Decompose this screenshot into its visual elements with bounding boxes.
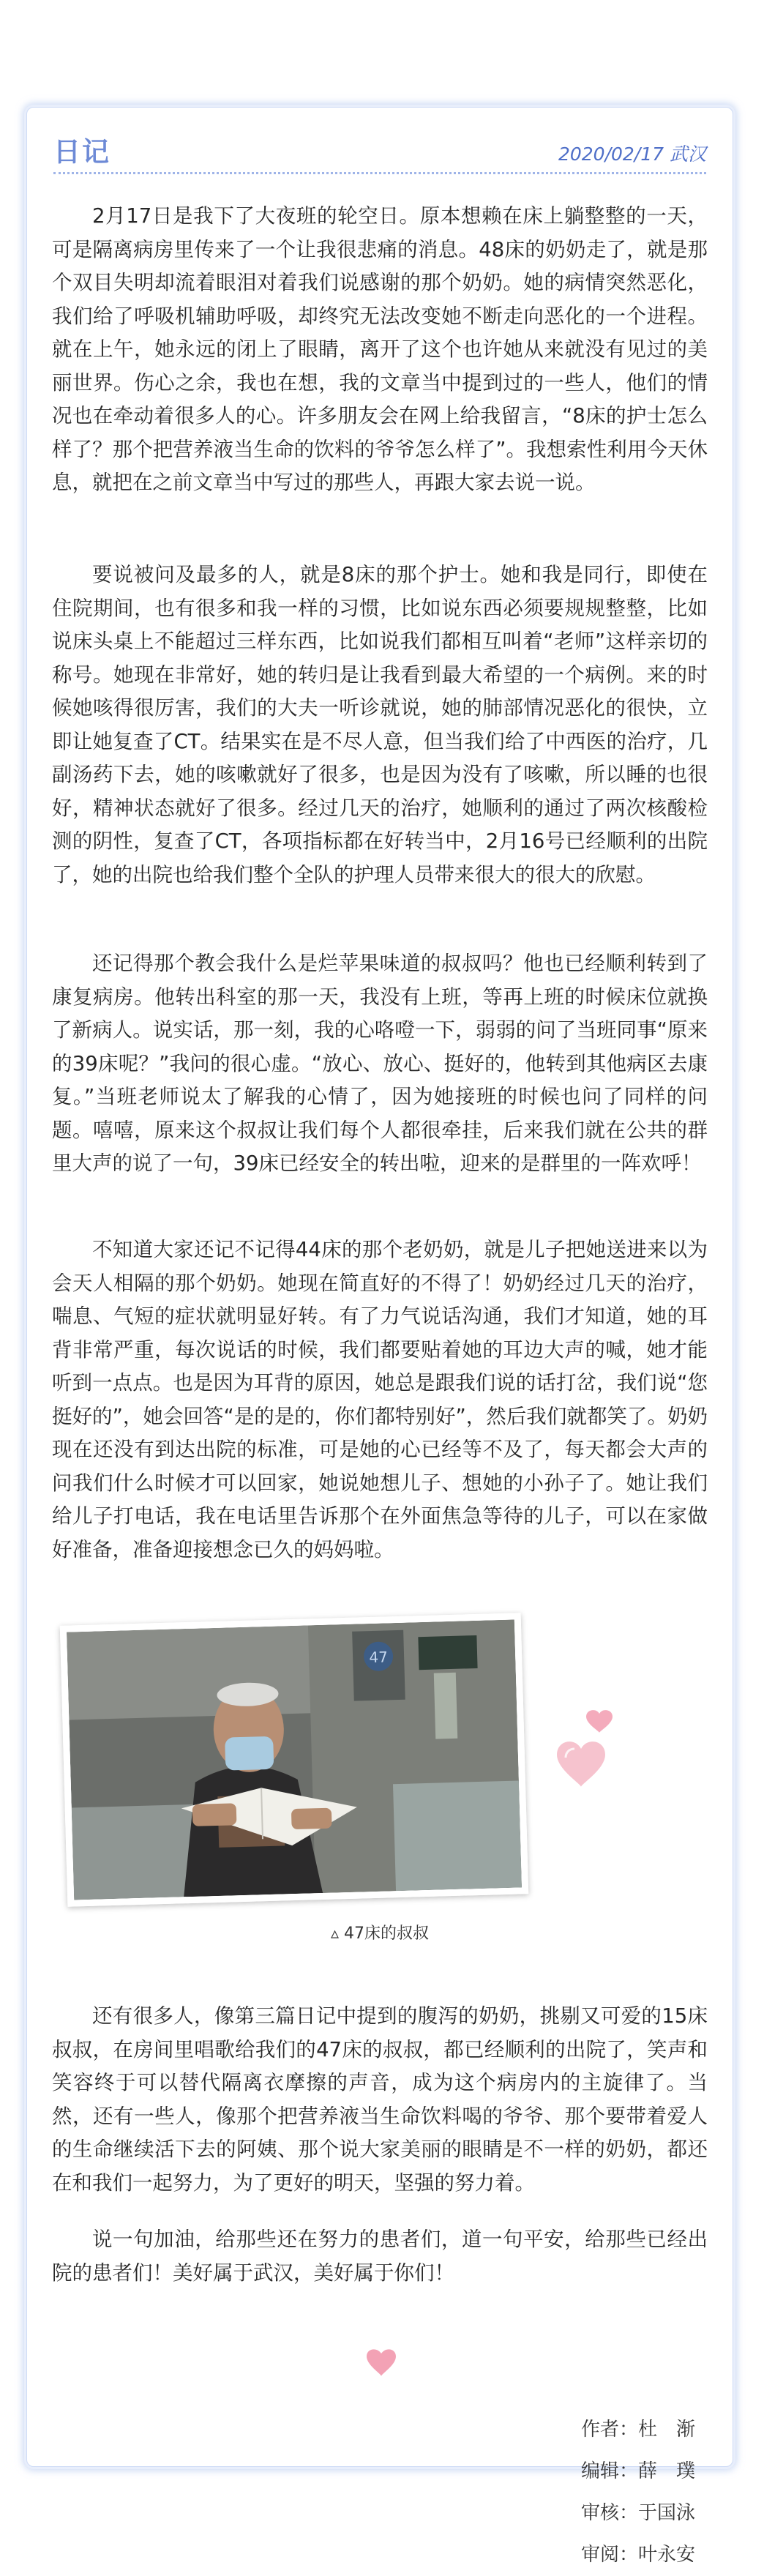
credit-role: 审核： [581, 2502, 639, 2524]
paragraph-5: 还有很多人，像第三篇日记中提到的腹泻的奶奶，挑剔又可爱的15床叔叔，在房间里唱歌给我们的47床的叔叔，都已经顺利的出院了，笑声和笑容终于可以替代隔离衣摩擦的声音，成为这个病房内的主旋律了。当然，还有一些人，像那个把营养液当生命饮料喝的爷爷、那个要带着爱人的生命继续活下去的阿姨、那个说大家美丽的眼睛是不一样的奶奶，都还在和我们一起努力，为了更好的明天，坚强的努力着。 [52, 2004, 708, 2195]
credit-role: 作者： [581, 2419, 639, 2441]
heart-icon [364, 2346, 399, 2378]
credit-editor [581, 2451, 709, 2493]
paragraph-3: 还记得那个教会我什么是烂苹果味道的叔叔吗？他也已经顺利转到了康复病房。他转出科室的那一天，我没有上班，等再上班的时候床位就换了新病人。说实话，那一刻，我的心咯噔一下，弱弱的问了当班同事“原来的39床呢？”我问的很心虚。“放心、放心、挺好的，他转到其他病区去康复。”当班老师说太了解我的心情了，因为她接班的时候也问了同样的问题。嘻嘻，原来这个叔叔让我们每个人都很牵挂，后来我们就在公共的群里大声的说了一句，39床已经安全的转出啦，迎来的是群里的一阵欢呼！ [52, 952, 708, 1175]
credit-role: 审阅： [581, 2544, 639, 2566]
paragraph-4: 不知道大家还记不记得44床的那个老奶奶，就是儿子把她送进来以为会天人相隔的那个奶奶。她现在简直好的不得了！奶奶经过几天的治疗，喘息、气短的症状就明显好转。有了力气说话沟通，我们才知道，她的耳背非常严重，每次说话的时候，我们都要贴着她的耳边大声的喊，她才能听到一点点。也是因为耳背的原因，她总是跟我们说的话打岔，我们说“您挺好的”，她会回答“是的是的，你们都特别好”，然后我们就都笑了。奶奶现在还没有到达出院的标准，可是她的心已经等不及了，每天都会大声的问我们什么时候才可以回家，她说她想儿子、想她的小孙子了。她让我们给儿子打电话，我在电话里告诉那个在外面焦急等待的儿子，可以在家做好准备，准备迎接想念已久的妈妈啦。 [52, 1238, 708, 1561]
paragraph-1: 2月17日是我下了大夜班的轮空日。原本想赖在床上躺整整的一天，可是隔离病房里传来了一个让我很悲痛的消息。48床的奶奶走了，就是那个双目失明却流着眼泪对着我们说感谢的那个奶奶。她的病情突然恶化，我们给了呼吸机辅助呼吸，却终究无法改变她不断走向恶化的一个进程。就在上午，她永远的闭上了眼睛，离开了这个也许她从来就没有见过的美丽世界。伤心之余，我也在想，我的文章当中提到过的一些人，他们的情况也在牵动着很多人的心。许多朋友会在网上给我留言，“8床的护士怎么样了？那个把营养液当生命的饮料的爷爷怎么样了”。我想索性利用今天休息，就把在之前文章当中写过的那些人，再跟大家去说一说。 [52, 204, 708, 494]
credit-name: 于国泳 [638, 2502, 696, 2524]
credit-role: 编辑： [581, 2460, 639, 2482]
heart-decoration [554, 1681, 634, 1813]
patient-photo-image [67, 1620, 522, 1900]
paragraph-6: 说一句加油，给那些还在努力的患者们，道一句平安，给那些已经出院的患者们！美好属于武汉，美好属于你们！ [52, 2228, 708, 2285]
credit-author [581, 2409, 709, 2451]
monitor-number: 47 [369, 1648, 389, 1667]
patient-photo [60, 1613, 528, 1906]
diary-card [26, 107, 733, 2566]
credit-reviewer [581, 2493, 709, 2534]
credit-name: 薛 璞 [638, 2460, 696, 2482]
header-divider [53, 172, 706, 174]
credit-name: 杜 渐 [638, 2419, 696, 2441]
heart-icon [586, 1710, 613, 1733]
paragraph-2: 要说被问及最多的人，就是8床的那个护士。她和我是同行，即使在住院期间，也有很多和我一样的习惯，比如说东西必须要规规整整，比如说床头桌上不能超过三样东西，比如说我们都相互叫着“老师”这样亲切的称号。她现在非常好，她的转归是让我看到最大希望的一个病例。来的时候她咳得很厉害，我们的大夫一听诊就说，她的肺部情况恶化的很快，立即让她复查了CT。结果实在是不尽人意，但当我们给了中西医的治疗，几副汤药下去，她的咳嗽就好了很多，也是因为没有了咳嗽，所以睡的也很好，精神状态就好了很多。经过几天的治疗，她顺利的通过了两次核酸检测的阴性，复查了CT，各项指标都在好转当中，2月16号已经顺利的出院了，她的出院也给我们整个全队的护理人员带来很大的很大的欣慰。 [52, 563, 708, 886]
credits [581, 2409, 709, 2576]
diary-date-location: 2020/02/17 武汉 [558, 143, 706, 165]
diary-header [53, 130, 706, 173]
credit-name: 叶永安 [638, 2544, 696, 2566]
photo-caption: ▵ 47床的叔叔 [330, 1924, 430, 1943]
credit-proofreader [581, 2534, 709, 2576]
heart-icon [557, 1741, 605, 1787]
diary-title: 日记 [53, 136, 111, 168]
